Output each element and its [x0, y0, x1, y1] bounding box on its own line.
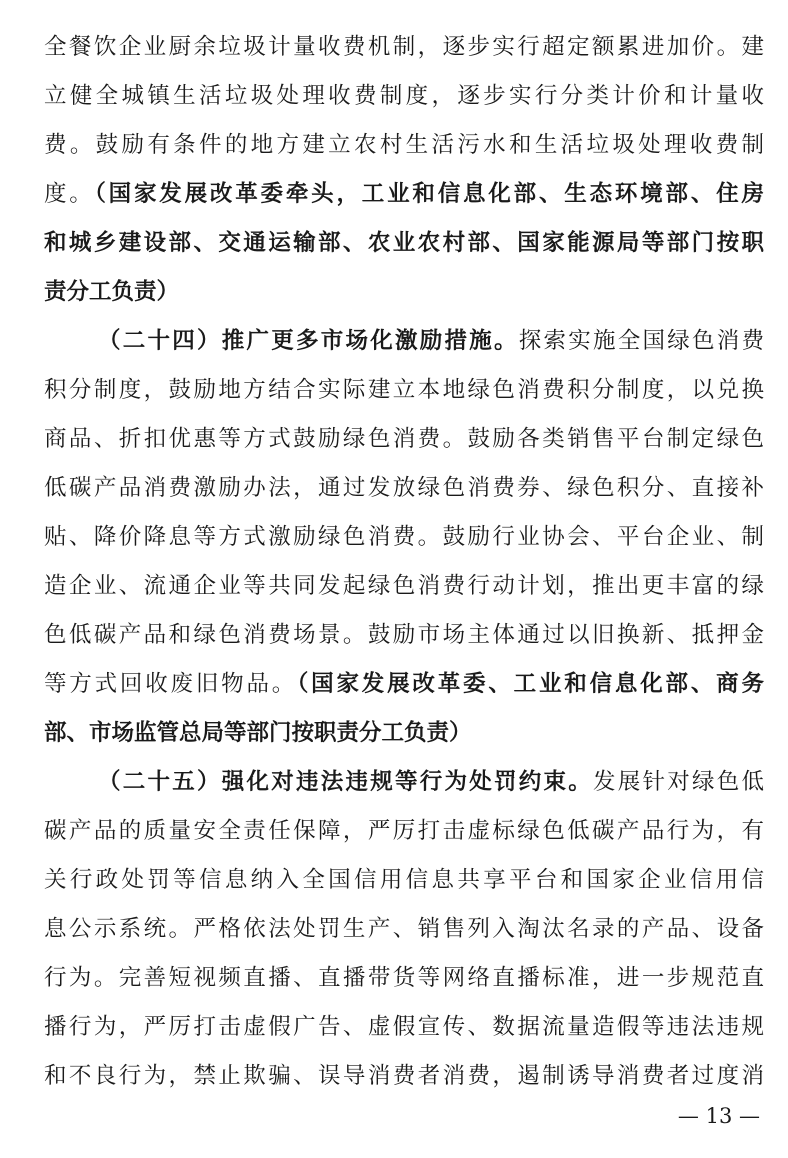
section-heading: （二十四）推广更多市场化激励措施。 [98, 328, 519, 354]
text-line: 碳产品的质量安全责任保障，严厉打击虚标绿色低碳产品行为，有 [44, 818, 764, 844]
page-number: — 13 — [677, 1104, 760, 1128]
section-heading-line [98, 317, 764, 365]
text-normal: 发展针对绿色低 [592, 769, 764, 795]
responsibility-note: 部、市场监管总局等部门按职责分工负责） [44, 720, 472, 746]
text-line: 息公示系统。严格依法处罚生产、销售列入淘汰名录的产品、设备 [44, 916, 764, 942]
text-normal: 等方式回收废旧物品。 [44, 671, 298, 697]
responsibility-note: （国家发展改革委、工业和信息化部、商务 [297, 671, 764, 697]
text-line: 造企业、流通企业等共同发起绿色消费行动计划，推出更丰富的绿 [44, 573, 764, 599]
text-line: 全餐饮企业厨余垃圾计量收费机制，逐步实行超定额累进加价。建 [44, 34, 764, 60]
text-line: 低碳产品消费激励办法，通过发放绿色消费券、绿色积分、直接补 [44, 475, 764, 501]
section-heading: （二十五）强化对违法违规等行为处罚约束。 [98, 769, 593, 795]
text-line: 关行政处罚等信息纳入全国信用信息共享平台和国家企业信用信 [44, 867, 764, 893]
text-line: 费。鼓励有条件的地方建立农村生活污水和生活垃圾处理收费制 [44, 132, 764, 158]
text-line: 积分制度，鼓励地方结合实际建立本地绿色消费积分制度，以兑换 [44, 377, 764, 403]
section-heading-line [98, 758, 764, 806]
responsibility-note: 和城乡建设部、交通运输部、农业农村部、国家能源局等部门按职 [44, 230, 764, 256]
text-line: 色低碳产品和绿色消费场景。鼓励市场主体通过以旧换新、抵押金 [44, 622, 764, 648]
responsibility-note: （国家发展改革委牵头，工业和信息化部、生态环境部、住房 [94, 181, 764, 207]
responsibility-note: 责分工负责） [44, 279, 180, 305]
text-line [44, 170, 764, 218]
text-line [44, 660, 764, 708]
text-line: 行为。完善短视频直播、直播带货等网络直播标准，进一步规范直 [44, 965, 764, 991]
text-normal: 探索实施全国绿色消费 [518, 328, 764, 354]
text-line: 贴、降价降息等方式激励绿色消费。鼓励行业协会、平台企业、制 [44, 524, 764, 550]
text-normal: 度。 [44, 181, 95, 207]
text-line: 商品、折扣优惠等方式鼓励绿色消费。鼓励各类销售平台制定绿色 [44, 426, 764, 452]
text-line: 立健全城镇生活垃圾处理收费制度，逐步实行分类计价和计量收 [44, 83, 764, 109]
text-line: 播行为，严厉打击虚假广告、虚假宣传、数据流量造假等违法违规 [44, 1014, 764, 1040]
text-line: 和不良行为，禁止欺骗、误导消费者消费，遏制诱导消费者过度消 [44, 1063, 764, 1089]
